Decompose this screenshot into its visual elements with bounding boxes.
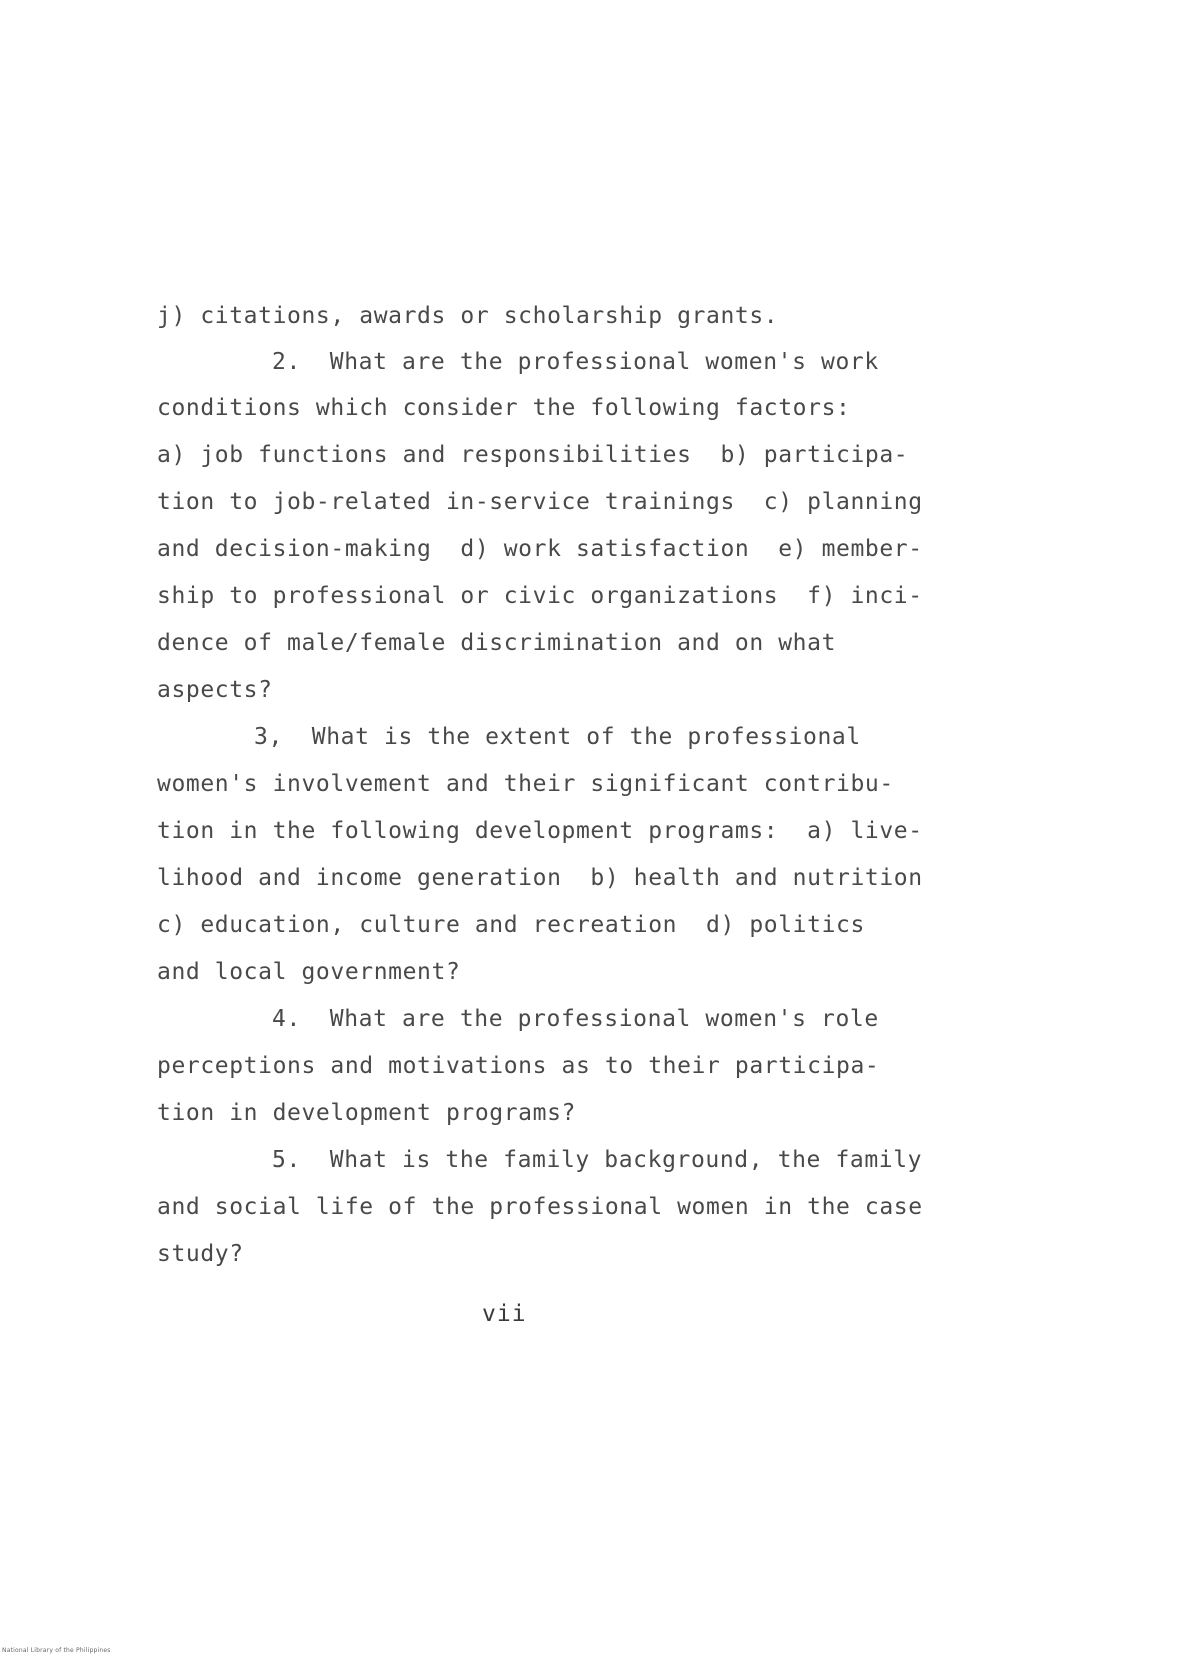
text-line: lihood and income generation b) health and nutrition	[157, 865, 923, 891]
text-line: women's involvement and their significant contribu-	[157, 771, 894, 797]
text-line: a) job functions and responsibilities b) participa-	[157, 442, 909, 468]
text-line: j) citations, awards or scholarship grants.	[157, 303, 779, 329]
page-number: vii	[482, 1301, 527, 1327]
text-line: study?	[157, 1241, 244, 1267]
text-line: perceptions and motivations as to their participa-	[157, 1053, 880, 1079]
text-line: ship to professional or civic organizations f) inci-	[157, 583, 923, 609]
text-line: and social life of the professional women in the case	[157, 1194, 923, 1220]
text-line: aspects?	[157, 677, 273, 703]
library-footer-stamp: National Library of the Philippines	[2, 1647, 111, 1654]
text-line: dence of male/female discrimination and on what	[157, 630, 837, 656]
question-5-start: 5. What is the family background, the family	[272, 1147, 923, 1173]
question-3-start: 3, What is the extent of the professional	[254, 724, 861, 750]
question-2-start: 2. What are the professional women's work	[272, 349, 879, 375]
text-line: and decision-making d) work satisfaction e) member-	[157, 536, 923, 562]
text-line: tion to job-related in-service trainings c) planning	[157, 489, 923, 515]
question-4-start: 4. What are the professional women's role	[272, 1006, 879, 1032]
text-line: and local government?	[157, 959, 461, 985]
text-line: c) education, culture and recreation d) politics	[157, 912, 865, 938]
text-line: tion in the following development programs: a) live-	[157, 818, 923, 844]
text-line: tion in development programs?	[157, 1100, 576, 1126]
text-line: conditions which consider the following factors:	[157, 395, 851, 421]
